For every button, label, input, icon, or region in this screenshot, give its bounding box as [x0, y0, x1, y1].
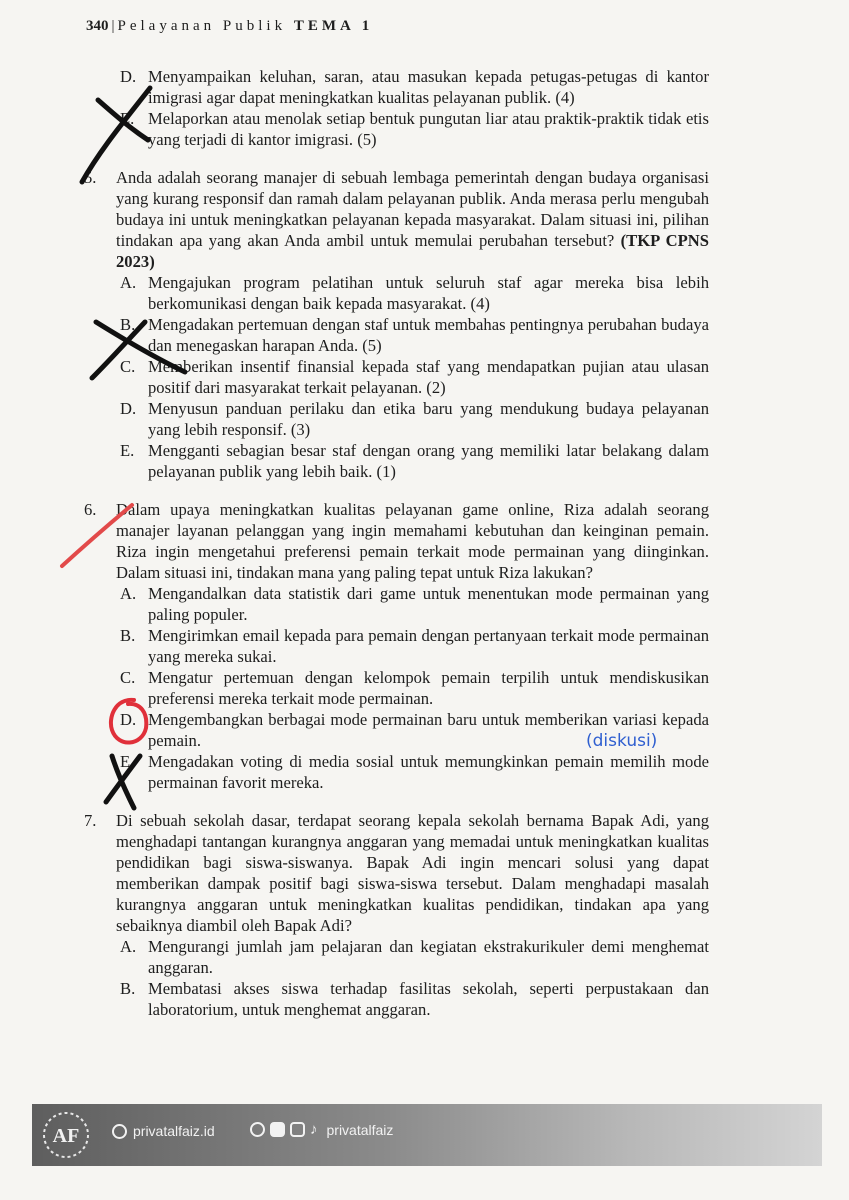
page-header: [86, 18, 373, 35]
option-text: Mengatur pertemuan dengan kelompok pemain terpilih untuk mendiskusikan preferensi mereka terkait mode permainan.: [148, 668, 709, 708]
option-e: [120, 440, 709, 482]
option-label: E.: [120, 109, 135, 128]
option-text: Mengajukan program pelatihan untuk seluruh staf agar mereka bisa lebih berkomunikasi dengan baik kepada masyarakat. (4): [148, 273, 709, 313]
option-text: Mengadakan pertemuan dengan staf untuk membahas pentingnya perubahan budaya dan menegaskan harapan Anda. (5): [148, 315, 709, 355]
question-text: Dalam upaya meningkatkan kualitas pelayanan game online, Riza adalah seorang manajer layanan pelanggan yang ingin memahami kebutuhan dan keinginan pemain. Riza ingin mengetahui preferensi pemain terkait mode permainan yang diinginkan. Dalam situasi ini, tindakan mana yang paling tepat untuk Riza lakukan?: [116, 500, 709, 582]
option-text: Mengembangkan berbagai mode permainan baru untuk memberikan variasi kepada pemain.: [148, 710, 709, 750]
option-text: Melaporkan atau menolak setiap bentuk pungutan liar atau praktik-praktik tidak etis yang terjadi di kantor imigrasi. (5): [148, 109, 709, 149]
telegram-icon[interactable]: [250, 1122, 265, 1137]
footer-social-handle[interactable]: privatalfaiz: [326, 1121, 394, 1138]
option-text: Mengadakan voting di media sosial untuk memungkinkan pemain memilih mode permainan favorit mereka.: [148, 752, 709, 792]
question-number: 7.: [84, 811, 97, 830]
footer-website[interactable]: [112, 1123, 215, 1139]
question-6: [84, 499, 709, 793]
page-content: [84, 66, 709, 1020]
option-label: D.: [120, 67, 137, 86]
option-d: [120, 398, 709, 440]
option-label: B.: [120, 979, 136, 998]
option-text: Memberikan insentif finansial kepada staf yang mendapatkan pujian atau ulasan positif dari masyarakat terkait pelayanan. (2): [148, 357, 709, 397]
option-label: C.: [120, 668, 136, 687]
page-number: 340: [86, 18, 109, 34]
option-e: [120, 751, 709, 793]
option-label: E.: [120, 441, 135, 460]
option-text: Mengandalkan data statistik dari game untuk menentukan mode permainan yang paling populer.: [148, 584, 709, 624]
footer-logo-text: AF: [52, 1125, 80, 1147]
option-text: Mengganti sebagian besar staf dengan orang yang memiliki latar belakang dalam pelayanan publik yang lebih baik. (1): [148, 441, 709, 481]
footer-logo: [40, 1110, 92, 1160]
option-b: [120, 978, 709, 1020]
option-text: Mengurangi jumlah jam pelajaran dan kegiatan ekstrakurikuler demi menghemat anggaran.: [148, 937, 709, 977]
header-separator: |: [111, 18, 115, 34]
handwritten-note: (diskusi): [586, 731, 658, 751]
option-text: Mengirimkan email kepada para pemain dengan pertanyaan terkait mode permainan yang mereka sukai.: [148, 626, 709, 666]
option-label: E.: [120, 752, 135, 771]
tiktok-icon[interactable]: ♪: [310, 1121, 318, 1138]
question-5: [84, 167, 709, 482]
youtube-icon[interactable]: [270, 1122, 285, 1137]
option-c: [120, 356, 709, 398]
option-d: [120, 709, 709, 751]
option-text: Menyusun panduan perilaku dan etika baru yang mendukung budaya pelayanan yang lebih responsif. (3): [148, 399, 709, 439]
option-label: D.: [120, 399, 137, 418]
question-number: 5.: [84, 168, 97, 187]
option-label: A.: [120, 584, 137, 603]
section-title: Pelayanan Publik: [117, 18, 287, 34]
option-b: [120, 625, 709, 667]
question-number: 6.: [84, 500, 97, 519]
option-d: [120, 66, 709, 108]
option-label: C.: [120, 357, 136, 376]
option-b: [120, 314, 709, 356]
option-e: [120, 108, 709, 150]
globe-icon: [112, 1124, 127, 1139]
option-text: Menyampaikan keluhan, saran, atau masukan kepada petugas-petugas di kantor imigrasi agar dapat meningkatkan kualitas pelayanan publik. (4): [148, 67, 709, 107]
question-7: [84, 810, 709, 1020]
option-label: B.: [120, 315, 136, 334]
previous-question-tail: [84, 66, 709, 150]
tema-label: TEMA 1: [293, 18, 374, 34]
footer-website-text: privatalfaiz.id: [133, 1123, 215, 1139]
footer-social-links: [250, 1121, 393, 1138]
option-text: Membatasi akses siswa terhadap fasilitas sekolah, seperti perpustakaan dan laboratorium, untuk menghemat anggaran.: [148, 979, 709, 1019]
option-a: [120, 583, 709, 625]
question-text: Anda adalah seorang manajer di sebuah lembaga pemerintah dengan budaya organisasi yang kurang responsif dan ramah dalam pelayanan publik. Anda merasa perlu mengubah budaya ini untuk meningkatkan pelayanan kepada masyarakat. Dalam situasi ini, pilihan tindakan apa yang akan Anda ambil untuk memulai perubahan tersebut?: [116, 168, 709, 250]
option-a: [120, 936, 709, 978]
question-text: Di sebuah sekolah dasar, terdapat seorang kepala sekolah bernama Bapak Adi, yang menghadapi tantangan kurangnya anggaran yang memadai untuk meningkatkan kualitas pendidikan bagi siswa-siswanya. Bapak Adi ingin mencari solusi yang dapat memberikan dampak positif bagi siswa-siswa tersebut. Dalam menghadapi masalah kurangnya anggaran untuk meningkatkan kualitas pendidikan, tindakan apa yang sebaiknya diambil oleh Bapak Adi?: [116, 811, 709, 935]
option-c: [120, 667, 709, 709]
option-label: A.: [120, 937, 137, 956]
question-source-tag: (TKP CPNS 2023): [116, 231, 709, 271]
instagram-icon[interactable]: [290, 1122, 305, 1137]
option-label: D.: [120, 710, 137, 729]
option-a: [120, 272, 709, 314]
option-label: A.: [120, 273, 137, 292]
option-label: B.: [120, 626, 136, 645]
